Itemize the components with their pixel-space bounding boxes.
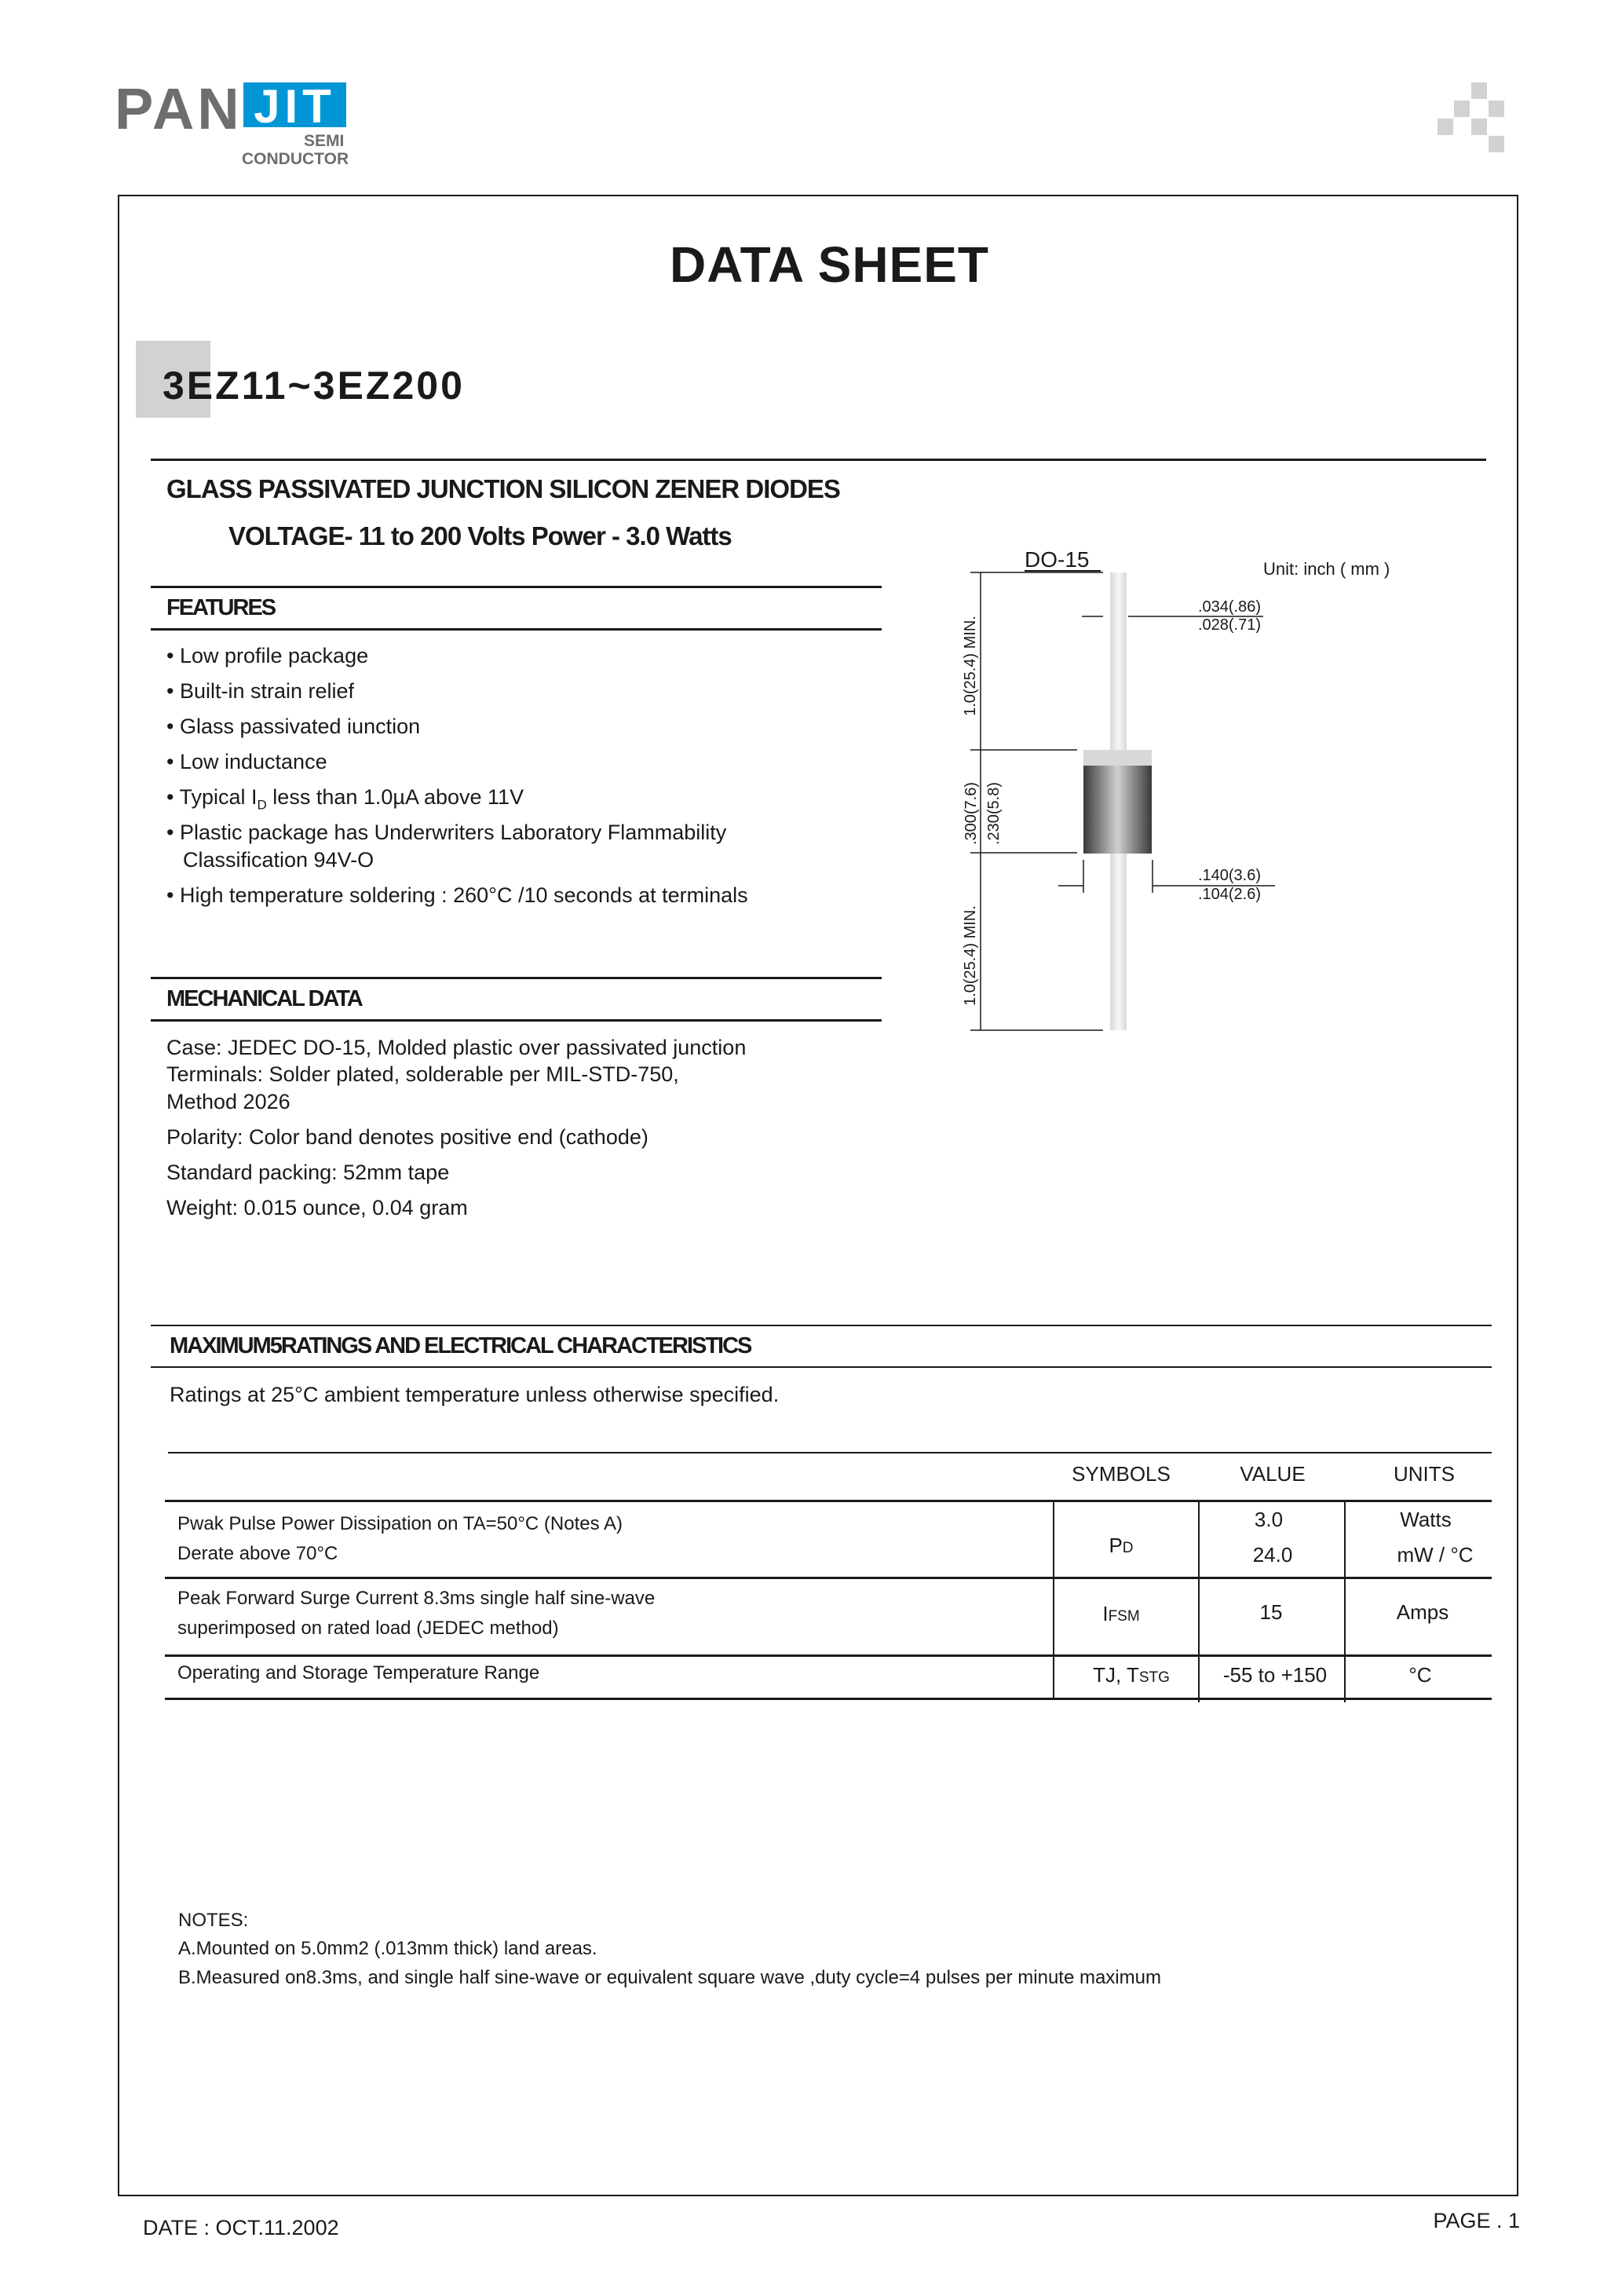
body-dia-min: .104(2.6) (1197, 886, 1261, 903)
lead-dia-max: .034(.86) (1197, 598, 1261, 616)
row-symbol: TJ, TSTG (1093, 1663, 1170, 1687)
body-dia-max: .140(3.6) (1197, 867, 1261, 884)
page-title: DATA SHEET (669, 236, 990, 293)
row-value: 15 (1259, 1600, 1283, 1624)
list-item: • Low inductance (166, 750, 327, 773)
row-unit: Amps (1396, 1600, 1449, 1624)
list-item: Weight: 0.015 ounce, 0.04 gram (166, 1196, 468, 1219)
row-desc: Peak Forward Surge Current 8.3ms single half sine-wave (177, 1588, 656, 1609)
divider (151, 1325, 1492, 1326)
row-desc: Derate above 70°C (177, 1543, 338, 1564)
header-units: UNITS (1394, 1462, 1455, 1486)
notes-title: NOTES: (178, 1910, 249, 1931)
typical-post: less than 1.0µA above 11V (266, 785, 524, 809)
features-title: FEATURES (166, 595, 276, 620)
list-item: Classification 94V-O (183, 848, 374, 872)
list-item: Polarity: Color band denotes positive end (cathode) (166, 1125, 648, 1149)
row-symbol: IFSM (1102, 1602, 1140, 1625)
typical-pre: • Typical I (166, 785, 258, 809)
divider (151, 1366, 1492, 1368)
row-value: 3.0 (1254, 1508, 1284, 1531)
lead-length-bottom: 1.0(25.4) MIN. (962, 905, 979, 1006)
note-a: A.Mounted on 5.0mm2 (.013mm thick) land areas. (178, 1938, 597, 1959)
logo-pan: PAN (115, 76, 243, 141)
note-b: B.Measured on8.3ms, and single half sine-wave or equivalent square wave ,duty cycle=4 pulses per minute maximum (178, 1967, 1161, 1988)
unit-label: Unit: inch ( mm ) (1263, 559, 1390, 579)
list-item: Terminals: Solder plated, solderable per MIL-STD-750, (166, 1062, 679, 1086)
diode-body (1083, 766, 1152, 854)
header-value: VALUE (1240, 1462, 1306, 1486)
product-subheading: VOLTAGE- 11 to 200 Volts Power - 3.0 Watts (228, 521, 732, 550)
ratings-title: MAXIMUM5RATINGS AND ELECTRICAL CHARACTERISTICS (170, 1333, 751, 1358)
logo-semi: SEMI (304, 132, 345, 150)
mechanical-title: MECHANICAL DATA (166, 986, 362, 1011)
row-unit: Watts (1400, 1508, 1452, 1531)
list-item: • Built-in strain relief (166, 679, 355, 703)
cathode-band (1083, 750, 1152, 766)
row-desc: Pwak Pulse Power Dissipation on TA=50°C (Notes A) (177, 1513, 623, 1534)
list-item: • Glass passivated iunction (166, 715, 421, 738)
list-item: Case: JEDEC DO-15, Molded plastic over passivated junction (166, 1036, 747, 1059)
row-unit: mW / °C (1397, 1543, 1474, 1567)
body-length-max: .300(7.6) (963, 781, 980, 846)
lead-length-top: 1.0(25.4) MIN. (962, 616, 979, 716)
list-item: • Plastic package has Underwriters Laboratory Flammability (166, 821, 727, 844)
do15-package-diagram (0, 0, 1622, 1099)
product-heading: GLASS PASSIVATED JUNCTION SILICON ZENER DIODES (166, 474, 840, 503)
list-item: • Low profile package (166, 644, 369, 667)
row-symbol: PD (1109, 1534, 1134, 1557)
list-item: • High temperature soldering : 260°C /10 seconds at terminals (166, 883, 748, 907)
row-desc: superimposed on rated load (JEDEC method) (177, 1618, 559, 1639)
row-unit: °C (1408, 1663, 1432, 1687)
logo-conductor: CONDUCTOR (242, 150, 349, 168)
part-number: 3EZ11~3EZ200 (163, 364, 465, 408)
typical-sub: D (257, 797, 267, 813)
list-item: Standard packing: 52mm tape (166, 1161, 450, 1184)
row-value: -55 to +150 (1222, 1663, 1328, 1687)
lead-dia-min: .028(.71) (1197, 616, 1261, 634)
footer-page: PAGE . 1 (1433, 2209, 1520, 2232)
footer-date: DATE : OCT.11.2002 (143, 2216, 339, 2239)
header-symbols: SYMBOLS (1072, 1462, 1171, 1486)
list-item: Method 2026 (166, 1090, 290, 1113)
row-value: 24.0 (1252, 1543, 1293, 1567)
package-label: DO-15 (1025, 547, 1090, 572)
ratings-note: Ratings at 25°C ambient temperature unless otherwise specified. (170, 1383, 780, 1406)
logo-jit: JIT (243, 82, 346, 127)
body-length-min: .230(5.8) (985, 781, 1003, 846)
row-desc: Operating and Storage Temperature Range (177, 1662, 540, 1684)
